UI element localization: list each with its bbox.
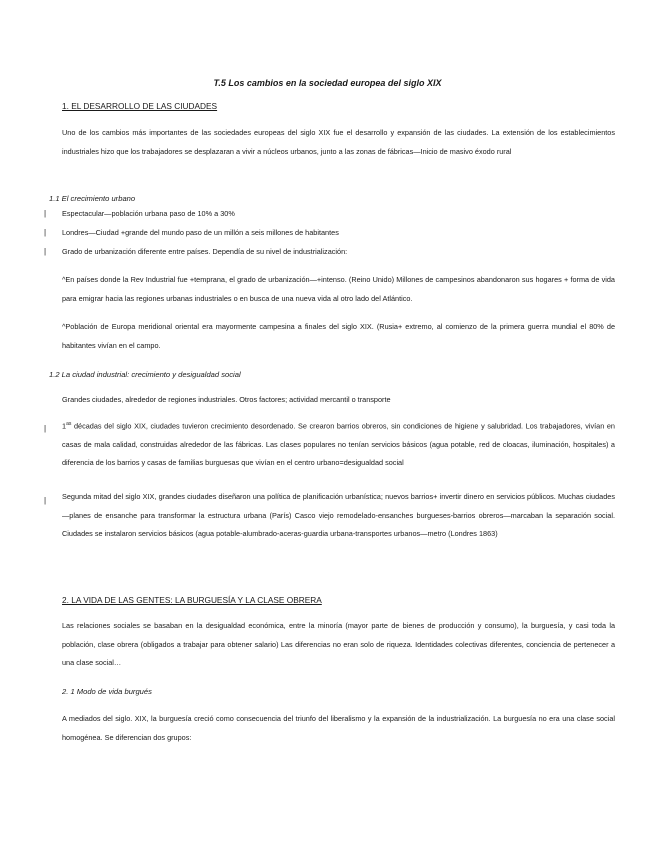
note-early-industrialization: ^En países donde la Rev Industrial fue +temprana, el grado de urbanización—+intenso. (Reino Unido) Millones de campesinos abandonaron sus hogares + forma de vida para emigrar hacia las regiones urbanas industriales o en busca de una nueva vida al otro lado del Atlántico. — [62, 275, 615, 303]
section-2-intro: Las relaciones sociales se basaban en la desigualdad económica, entre la minoría (mayor parte de bienes de producción y consumo), la burguesía, y casi toda la población, clase obrera (obligados a trabajar para obtener salario) Las diferencias no eran solo de riqueza. Identidades colectivas diferentes, conciencia de pertenecer a una clase social… — [62, 621, 615, 667]
industrial-city-bullet-1-text: décadas del siglo XIX, ciudades tuvieron crecimiento desordenado. Se crearon barrios obreros, sin condiciones de higiene y salubridad. Los trabajadores, vivían en casas de mala calidad, construidas alrededor de las fábricas. Las clases populares no tenían servicios básicos (agua potable, red de cloacas, iluminación, hospitales) a diferencia de los barrios y casas de familias burguesas que vivían en el centro urbano=desigualdad social — [62, 421, 615, 468]
subsection-1-1-heading: 1.1 El crecimiento urbano — [49, 194, 136, 203]
bullet-marker: | — [44, 247, 47, 256]
subsection-2-1-heading: 2. 1 Modo de vida burgués — [62, 687, 152, 696]
section-2-heading: 2. LA VIDA DE LAS GENTES: LA BURGUESÍA Y LA CLASE OBRERA — [62, 595, 322, 605]
bullet-marker: | — [44, 209, 47, 218]
ordinal-number: 1 — [62, 421, 67, 431]
bourgeois-life-text: A mediados del siglo. XIX, la burguesía creció como consecuencia del triunfo del liberalismo y la expansión de la industrialización. La burguesía no era una clase social homogénea. Se diferencian dos grupos: — [62, 714, 615, 742]
growth-bullet-2: Londres—Ciudad +grande del mundo paso de un millón a seis millones de habitantes — [62, 228, 339, 237]
section-1-heading: 1. EL DESARROLLO DE LAS CIUDADES — [62, 101, 218, 111]
industrial-city-bullet-1 — [62, 415, 615, 473]
document-title: T.5 Los cambios en la sociedad europea del siglo XIX — [213, 78, 442, 88]
section-1-intro: Uno de los cambios más importantes de las sociedades europeas del siglo XIX fue el desarrollo y expansión de las ciudades. La extensión de los establecimientos industriales hizo que los trabajadores se desplazaran a vivir a núcleos urbanos, junto a las zonas de fábricas—Inicio de masivo éxodo rural — [62, 128, 615, 156]
growth-bullet-1: Espectacular—población urbana paso de 10% a 30% — [62, 209, 235, 218]
bullet-marker: | — [44, 496, 47, 505]
growth-bullet-3: Grado de urbanización diferente entre países. Dependía de su nivel de industrialización: — [62, 247, 348, 256]
industrial-city-bullet-2: Segunda mitad del siglo XIX, grandes ciudades diseñaron una política de planificación urbanística; nuevos barrios+ invertir dinero en servicios públicos. Muchas ciudades—planes de ensanche para transformar la estructura urbana (París) Casco viejo remodelado-ensanches burgueses-barrios obreros—marcaban la separación social. Ciudades se instalaron servicios básicos (agua potable-alumbrado-aceras-guardia urbana-transportes urbanos—metro (Londres 1863) — [62, 492, 615, 538]
ordinal-suffix: as — [66, 421, 72, 427]
industrial-city-intro: Grandes ciudades, alrededor de regiones industriales. Otros factores; actividad mercantil o transporte — [62, 395, 391, 404]
subsection-1-2-heading: 1.2 La ciudad industrial: crecimiento y desigualdad social — [49, 370, 241, 379]
bullet-marker: | — [44, 228, 47, 237]
bullet-marker: | — [44, 424, 47, 433]
note-southern-europe: ^Población de Europa meridional oriental era mayormente campesina a finales del siglo XIX. (Rusia+ extremo, al comienzo de la primera guerra mundial el 80% de habitantes vivían en el campo. — [62, 322, 615, 350]
